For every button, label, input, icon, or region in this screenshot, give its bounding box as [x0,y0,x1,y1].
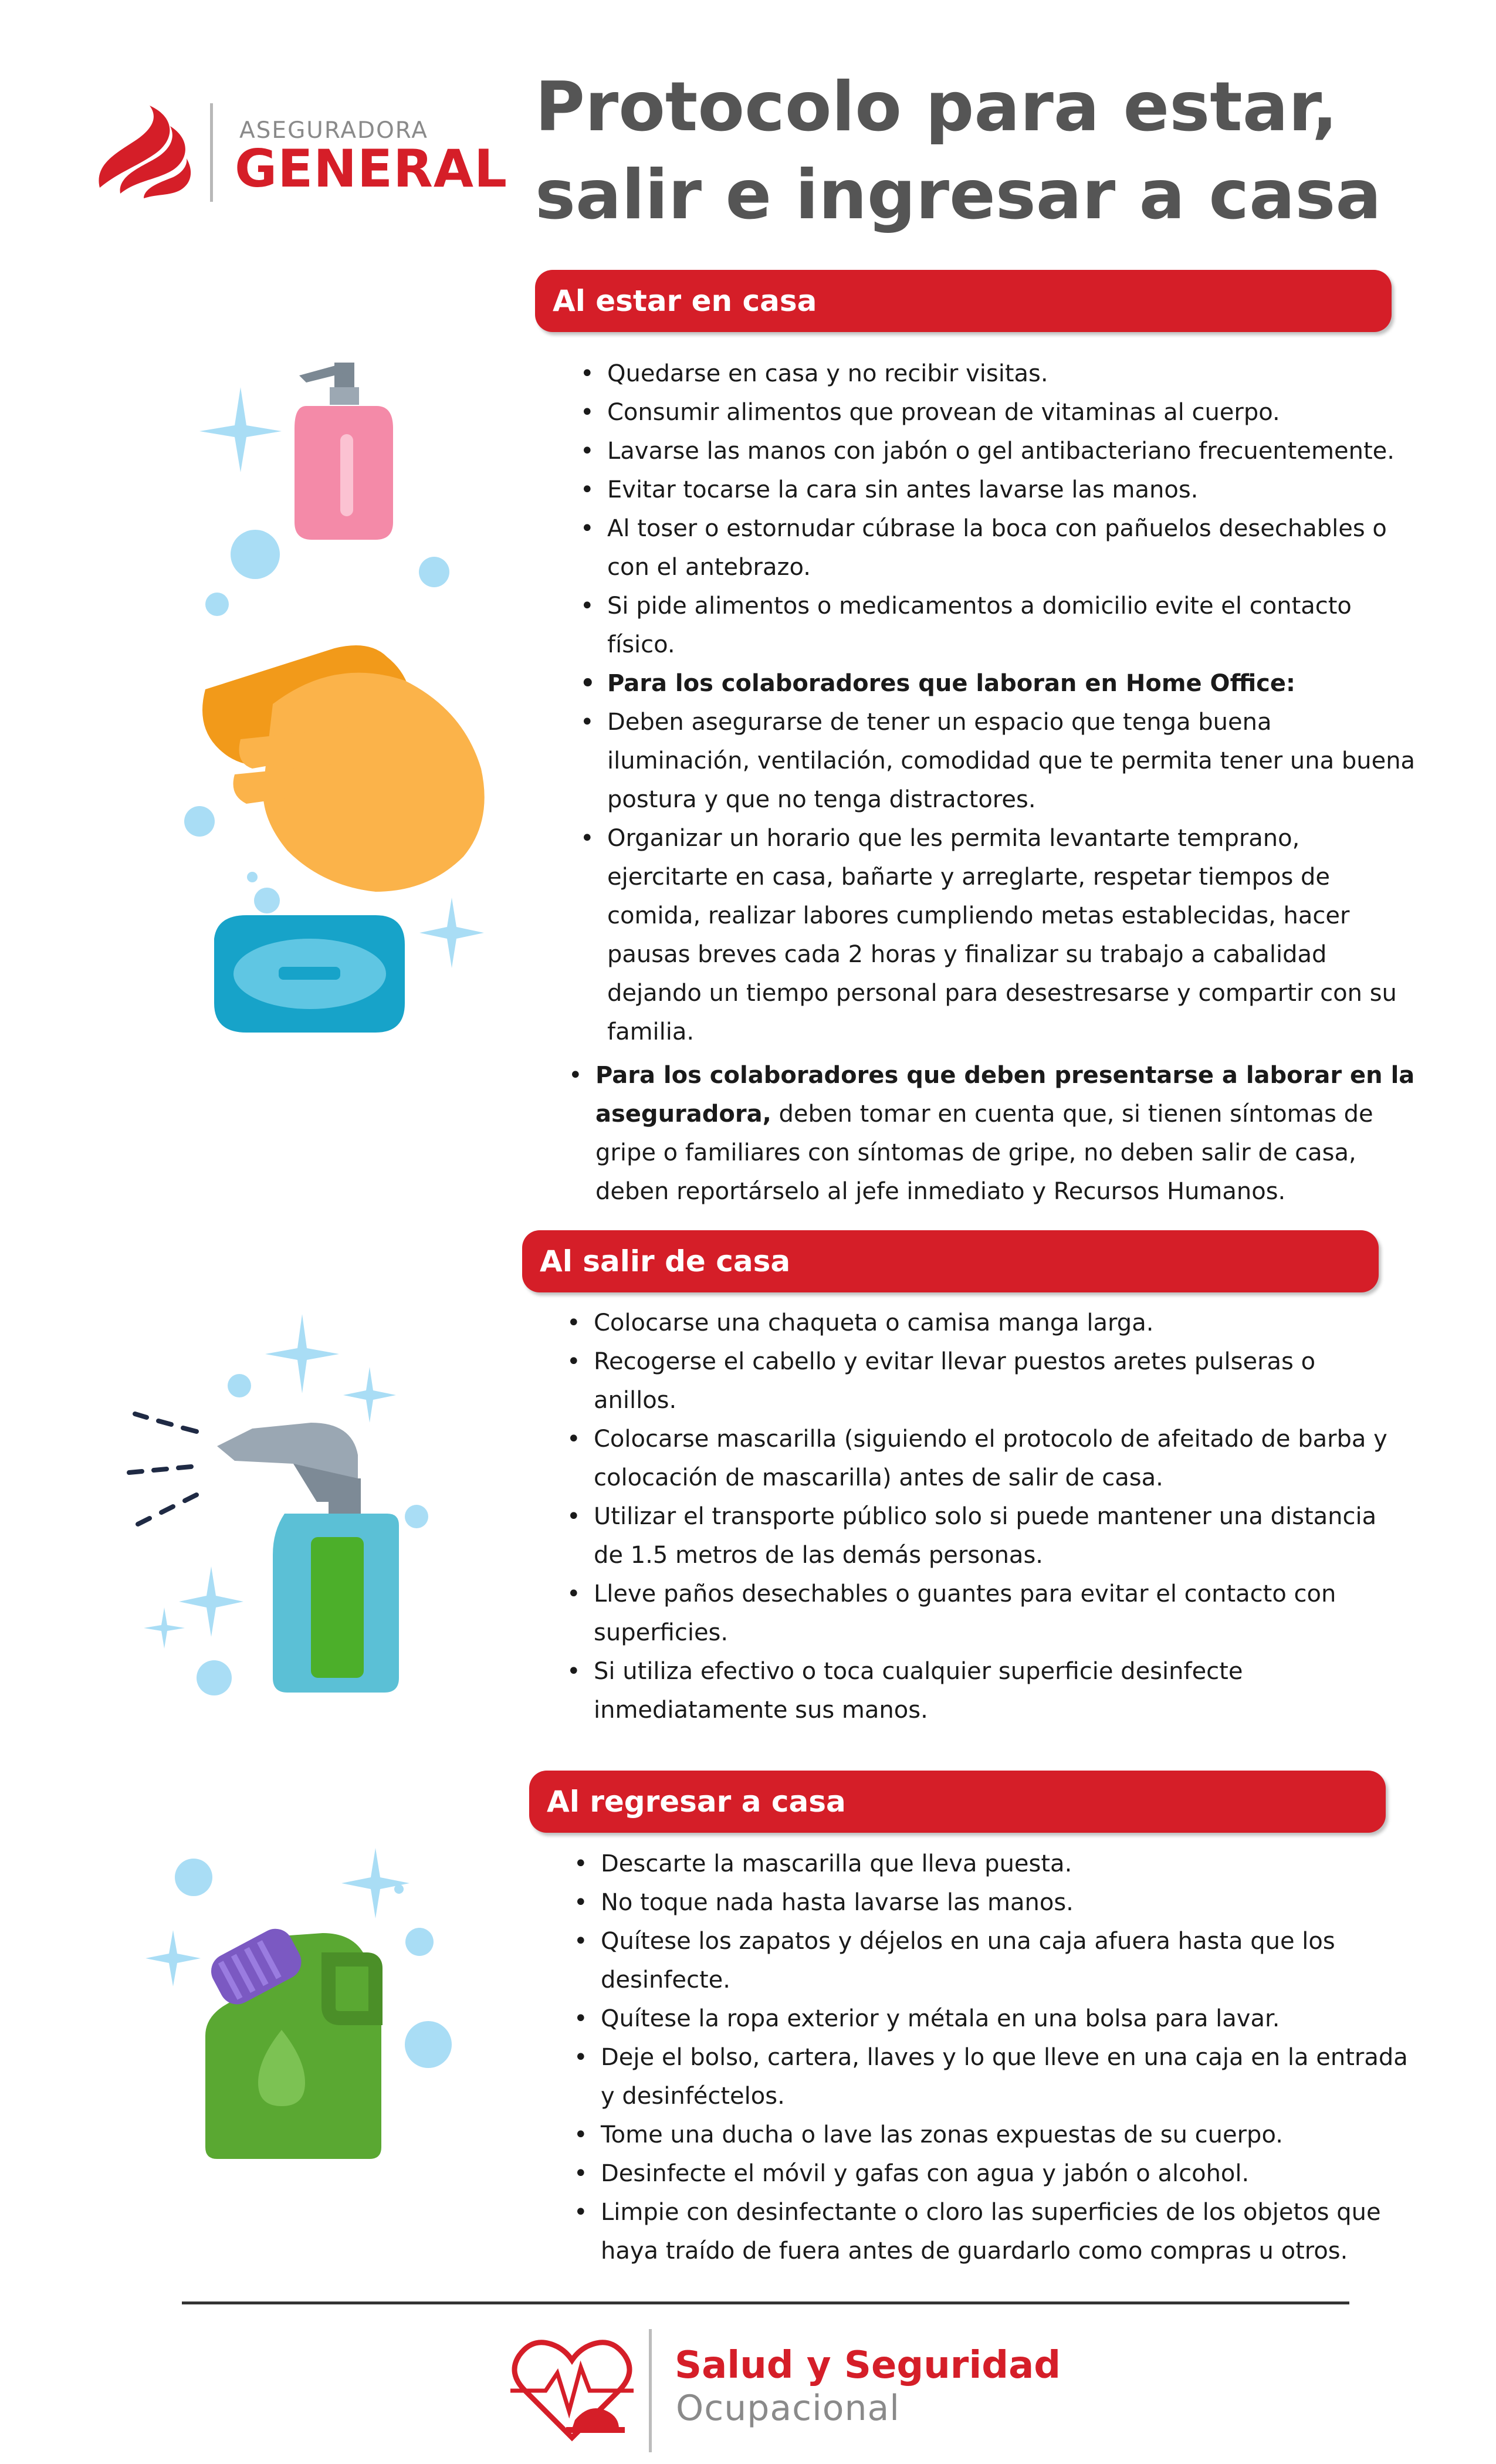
list-item: • Desinfecte el móvil y gafas con agua y jabón o alcohol. [570,2154,1415,2193]
list-item: • Lavarse las manos con jabón o gel antibacteriano frecuentemente. [577,432,1421,471]
list-item-bold: • Para los colaboradores que laboran en Home Office: [577,664,1421,703]
list-item-bold-part: Para los colaboradores que deben presentarse a laborar en la aseguradora, [595,1062,1415,1128]
brand-name-small: ASEGURADORA [239,117,428,144]
list-item: • No toque nada hasta lavarse las manos. [570,1883,1415,1922]
section-banner-salir [522,1230,1379,1292]
page-title-line2: salir e ingresar a casa [535,155,1382,235]
list-item: • Evitar tocarse la cara sin antes lavarse las manos. [577,471,1421,509]
footer-title: Salud y Seguridad [675,2344,1061,2387]
page-title-line1: Protocolo para estar, [535,67,1338,147]
list-item: • Consumir alimentos que provean de vitaminas al cuerpo. [577,393,1421,432]
list-item-rest: deben tomar en cuenta que, si tienen síntomas de gripe o familiares con síntomas de gripe, no deben salir de casa, deben reportárselo al jefe inmediato y Recursos Humanos. [595,1101,1373,1205]
list-estar-last [565,1056,1421,1211]
spray-bottle-illustration [117,1302,446,1713]
list-item: • Deben asegurarse de tener un espacio que tenga buena iluminación, ventilación, comodidad que te permita tener una buena postura y que no tenga distractores. [577,703,1421,819]
list-item: • Quítese la ropa exterior y métala en una bolsa para lavar. [570,1999,1415,2038]
hand-washing-illustration [158,352,510,1056]
list-item: • Descarte la mascarilla que lleva puesta. [570,1844,1415,1883]
soap-bar-icon [214,915,405,1033]
footer-vertical-divider [649,2329,652,2452]
soap-bottle-icon [295,363,393,540]
section-heading-salir: Al salir de casa [540,1244,791,1278]
page-title [535,63,1450,239]
flame-logo-icon [88,100,194,205]
list-item: • Colocarse mascarilla (siguiendo el protocolo de afeitado de barba y colocación de mascarilla) antes de salir de casa. [563,1420,1396,1497]
list-item [565,1056,1421,1211]
company-logo [88,100,510,217]
list-item: • Quítese los zapatos y déjelos en una caja afuera hasta que los desinfecte. [570,1922,1415,1999]
disinfectant-jug-icon [205,1923,381,2159]
list-item: • Deje el bolso, cartera, llaves y lo que lleve en una caja en la entrada y desinféctelos. [570,2038,1415,2116]
list-item: • Recogerse el cabello y evitar llevar puestos aretes pulseras o anillos. [563,1342,1396,1420]
footer-subtitle: Ocupacional [676,2388,900,2429]
list-item: • Utilizar el transporte público solo si puede mantener una distancia de 1.5 metros de las demás personas. [563,1497,1396,1575]
list-salir [563,1304,1396,1729]
brand-name-big: GENERAL [235,138,508,199]
list-item: • Al toser o estornudar cúbrase la boca con pañuelos desechables o con el antebrazo. [577,509,1421,587]
list-item: • Organizar un horario que les permita levantarte temprano, ejercitarte en casa, bañarte y arreglarte, respetar tiempos de comida, realizar labores cumpliendo metas establecidas, hacer pausas breves cada 2 horas y finalizar su trabajo a cabalidad dejando un tiempo personal para desestresarse y compartir con su familia. [577,819,1421,1051]
washing-hands-icon [202,645,485,892]
list-item: • Lleve paños desechables o guantes para evitar el contacto con superficies. [563,1575,1396,1652]
spray-mist-icon [129,1414,197,1524]
list-item: • Limpie con desinfectante o cloro las superficies de los objetos que haya traído de fuera antes de guardarlo como compras u otros. [570,2193,1415,2270]
list-estar [577,354,1421,1051]
list-regresar [570,1844,1415,2270]
section-heading-estar: Al estar en casa [553,284,817,318]
footer-divider-line [182,2301,1349,2304]
logo-divider [210,103,213,202]
section-heading-regresar: Al regresar a casa [547,1785,846,1819]
list-item: • Quedarse en casa y no recibir visitas. [577,354,1421,393]
list-item: • Si utiliza efectivo o toca cualquier superficie desinfecte inmediatamente sus manos. [563,1652,1396,1729]
disinfectant-bottle-illustration [135,1842,463,2171]
section-banner-regresar [529,1771,1386,1833]
list-item: • Tome una ducha o lave las zonas expuestas de su cuerpo. [570,2116,1415,2154]
heart-helmet-icon [505,2332,639,2449]
section-banner-estar [535,270,1392,332]
list-item: • Colocarse una chaqueta o camisa manga larga. [563,1304,1396,1342]
list-item: • Si pide alimentos o medicamentos a domicilio evite el contacto físico. [577,587,1421,664]
spray-bottle-icon [217,1423,399,1693]
